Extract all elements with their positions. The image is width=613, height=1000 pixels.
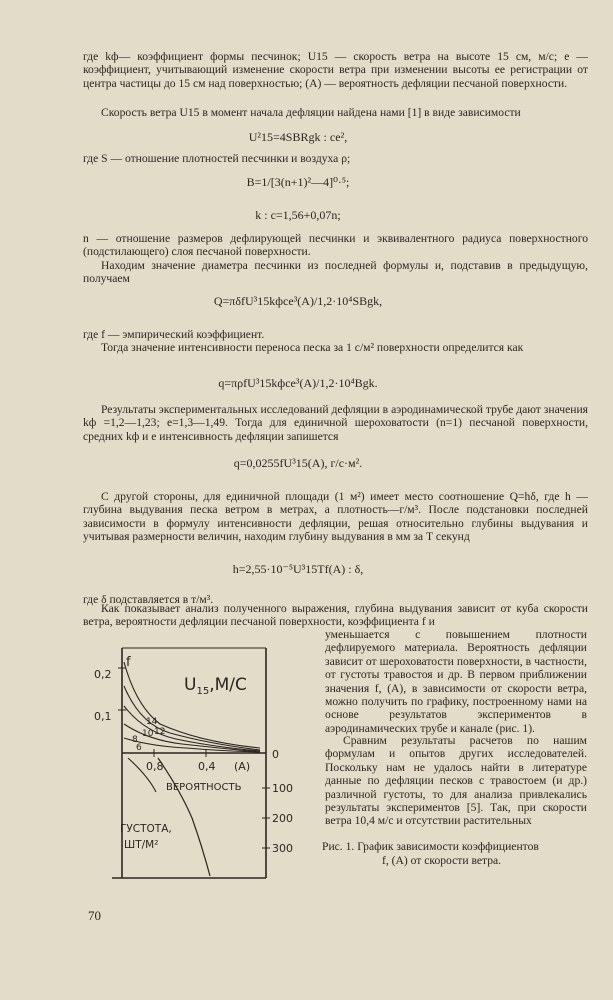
axis-label-f: f — [126, 655, 131, 670]
figure-caption — [322, 840, 588, 868]
tick-label: 300 — [272, 842, 293, 855]
paragraph: Сравним результаты расчетов по нашим формулам и опытов других исследователей. Поскольку нам не удалось найти в литературе данные по дефляции песков с травостоем (и др.) различной густоты, то для анализа привлекались результаты экспериментов [5]. Так, при скорости ветра 10,4 м/с и отсутствии растительных — [325, 734, 587, 828]
formula: h=2,55·10⁻⁵U³15Tf(A) : δ, — [232, 562, 364, 576]
tick-label: 100 — [272, 782, 293, 795]
curve-label: 6 — [136, 743, 142, 753]
tick-label: 0,4 — [198, 760, 216, 773]
curve-label: 14 — [146, 717, 158, 727]
paragraph: где f — эмпирический коэффициент. — [83, 328, 265, 341]
paragraph: уменьшается с повышением плотности дефлируемого материала. Вероятность дефляции зависит от шероховатости поверхности, в частности, от густоты травостоя и др. В первом приближении значения f, (А), в зависимости от скорости ветра, можно получить по графику, построенному нами на основе результатов экспериментов в аэродинамических трубе и канале (рис. 1). — [325, 628, 587, 735]
paragraph: Как показывает анализ полученного выражения, глубина выдувания зависит от куба скорости ветра, вероятности дефляции песчаной поверхности, коэффициента f и — [83, 602, 588, 629]
formula: q=πρfU³15kфce³(A)/1,2·10⁴Bgk. — [218, 376, 378, 390]
tick-label: 0,8 — [146, 760, 164, 773]
tick-label: 0 — [272, 748, 279, 761]
caption-line: Рис. 1. График зависимости коэффициентов — [322, 840, 539, 853]
tick-label: 0,1 — [94, 710, 112, 723]
curve-label: 10 — [142, 729, 154, 739]
paragraph: где S — отношение плотностей песчинки и воздуха ρ; — [83, 152, 351, 165]
axis-label-a: (А) — [234, 760, 251, 773]
page-number: 70 — [88, 908, 101, 923]
paragraph: Находим значение диаметра песчинки из последней формулы и, подставив в предыдущую, получаем — [83, 259, 588, 286]
paragraph: где δ подставляется в т/м³. — [83, 593, 214, 606]
paragraph: Тогда значение интенсивности переноса песка за 1 с/м² поверхности определится как — [101, 341, 524, 354]
curve-density — [158, 758, 210, 876]
curve-label: 8 — [132, 735, 138, 745]
axis-label-probability: ВЕРОЯТНОСТЬ — [166, 782, 242, 793]
paragraph: С другой стороны, для единичной площади (1 м²) имеет место соотношение Q=hδ, где h — глубина выдувания песка ветром в метрах, а плотность—г/м³. После подстановки последней зависимости в формулу интенсивности дефляции, решая относительно глубины выдувания и учитывая размерности величин, находим глубину выдувания в мм за Т секунд — [83, 490, 588, 544]
axis-label-density: ГУСТОТА, — [120, 823, 172, 835]
formula: q=0,0255fU³15(A), г/с·м². — [233, 456, 363, 470]
curve-f-12 — [124, 686, 260, 750]
formula: U²15=4SBRgk : се², — [248, 130, 348, 144]
formula: B=1/[3(n+1)²—4]⁰·⁵; — [246, 175, 350, 189]
figure-1-chart — [88, 640, 293, 890]
paragraph: где kф— коэффициент формы песчинок; U15 — скорость ветра на высоте 15 см, м/с; е — коэффициент, учитывающий изменение скорости ветра при изменении высоты ее регистрации от центра частицы до 15 см над поверхностью; (А) — вероятность дефляции песчаной поверхности. — [83, 50, 588, 90]
paragraph: Результаты экспериментальных исследований дефляции в аэродинамической трубе дают значения kф =1,2—1,23; е=1,3—1,49. Тогда для единичной шероховатости (n=1) песчаной поверхности, средних kф и е интенсивность дефляции запишется — [83, 403, 588, 443]
caption-line: f, (А) от скорости ветра. — [382, 854, 502, 867]
axis-label-u: $U_{15},М/С$ — [184, 675, 247, 697]
axis-label-density-unit: ШТ/М² — [124, 839, 159, 851]
tick-label: 0,2 — [94, 668, 112, 681]
formula: k : c=1,56+0,07n; — [255, 208, 341, 222]
tick-label: 200 — [272, 812, 293, 825]
paragraph: n — отношение размеров дефлирующей песчинки и эквивалентного радиуса поверхностного (подстилающего) слоя песчаной поверхности. — [83, 232, 588, 259]
formula: Q=πδfU³15kфce³(A)/1,2·10⁴SBgk, — [213, 294, 383, 308]
curve-label: 12 — [154, 727, 166, 737]
paragraph: Скорость ветра U15 в момент начала дефляции найдена нами [1] в виде зависимости — [101, 106, 521, 119]
